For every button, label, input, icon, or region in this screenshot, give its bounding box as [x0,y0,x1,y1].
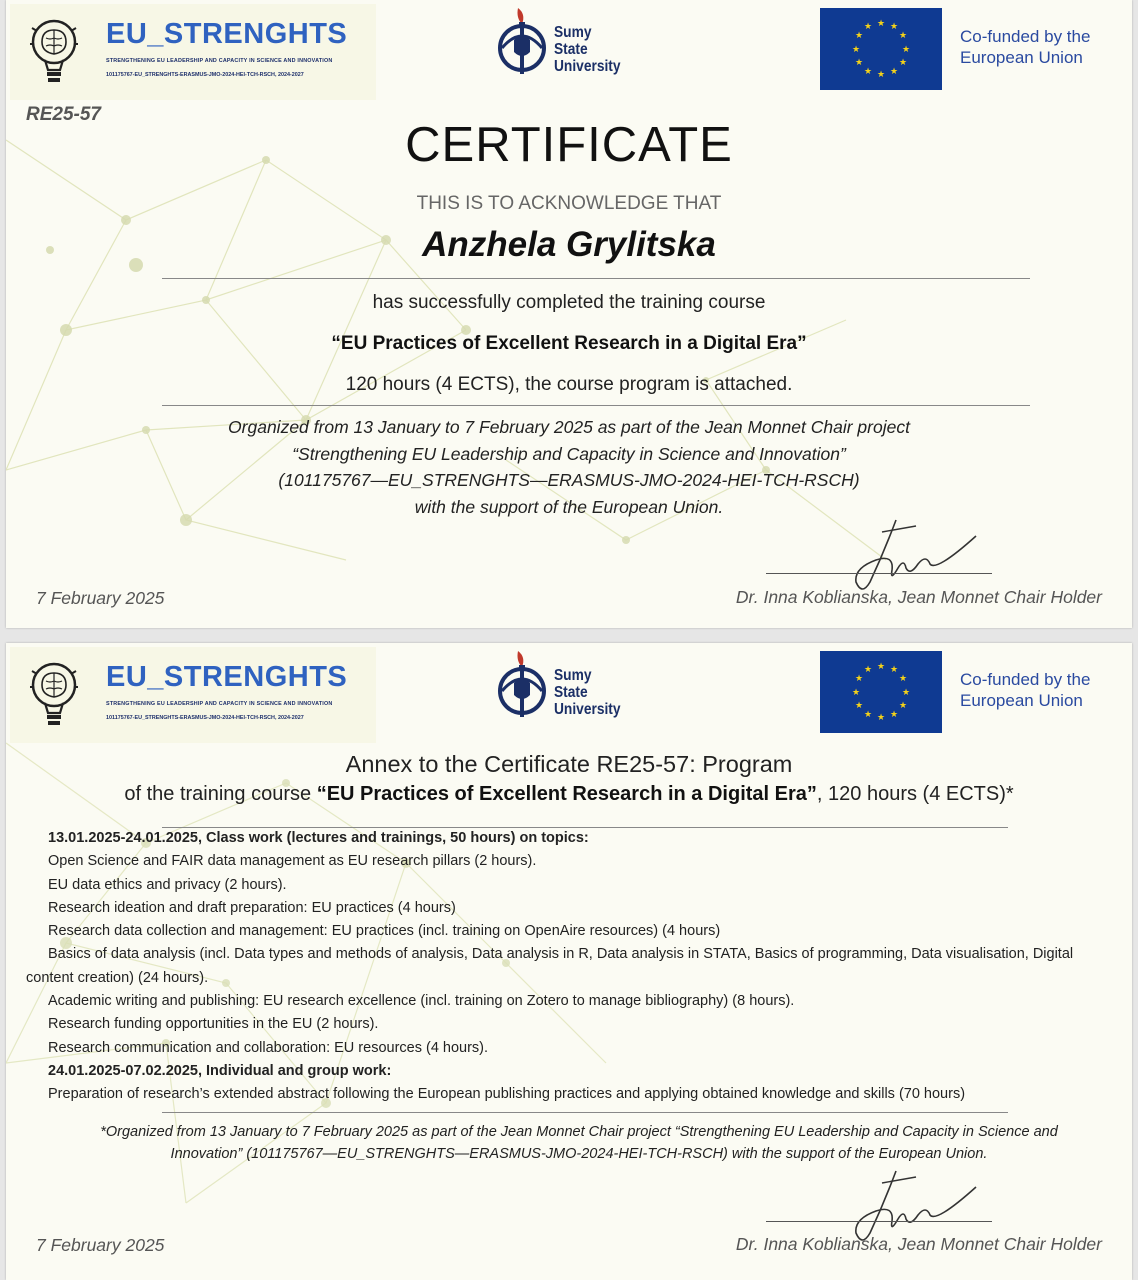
completed-text: has successfully completed the training course [372,292,766,313]
eu-strengths-project-code: 101175767-EU_STRENGHTS-ERASMUS-JMO-2024-HEI-TCH-RSCH, 2024-2027 [106,715,304,721]
eu-strengths-subtitle: STRENGTHENING EU LEADERSHIP AND CAPACITY IN SCIENCE AND INNOVATION [106,701,333,707]
svg-text:★: ★ [876,713,886,723]
svg-text:★: ★ [854,701,864,711]
annex-title: Annex to the Certificate RE25-57: Program [345,751,793,777]
svg-text:★: ★ [889,665,899,675]
course-hours: 120 hours (4 ECTS), the course program is attached. [345,374,793,395]
eu-strengths-title: EU_STRENGHTS [106,661,348,693]
svg-text:★: ★ [889,22,899,32]
program-heading-individual-work: 24.01.2025-07.02.2025, Individual and group work: [48,1062,392,1079]
signature-line [766,573,992,574]
organization-note: Organized from 13 January to 7 February 2025 as part of the Jean Monnet Chair project “Strengthening EU Leadership and Capacity in Science and Innovation” (101175767—EU_STRENGHTS—ERASMUS-JMO-2024-HEI-TCH-RSCH) with the support of the European Union. [228,417,910,517]
svg-text:★: ★ [898,31,908,41]
svg-text:★: ★ [854,674,864,684]
signatory-name: Dr. Inna Koblianska, Jean Monnet Chair Holder [735,1234,1102,1254]
list-item: Preparation of research’s extended abstract following the European publishing practices and applying obtained knowledge and skills (70 hours) [48,1086,966,1103]
eu-strengths-subtitle: STRENGTHENING EU LEADERSHIP AND CAPACITY IN SCIENCE AND INNOVATION [106,58,333,64]
recipient-name: Anzhela Grylitska [422,225,716,264]
list-item: Basics of data analysis (incl. Data types and methods of analysis, Data analysis in R, Data analysis in STATA, Basics of programming, Data visualisation, Digital content creation) (24 hours). [26,946,1074,986]
brain-lightbulb-icon [30,18,78,88]
svg-text:★: ★ [863,22,873,32]
signature-line [766,1221,992,1222]
annex-page [6,643,1132,1280]
svg-text:★: ★ [851,45,861,55]
divider [162,1112,1008,1113]
svg-text:★: ★ [901,45,911,55]
list-item: Academic writing and publishing: EU research excellence (incl. training on Zotero to manage bibliography) (8 hours). [48,993,795,1010]
eu-flag-icon [820,8,942,90]
signature [826,1163,1006,1243]
svg-text:★: ★ [863,67,873,77]
course-title: “EU Practices of Excellent Research in a Digital Era” [331,333,807,354]
certificate-id: RE25-57 [26,104,101,125]
svg-text:★: ★ [851,688,861,698]
divider [162,278,1030,279]
eu-strengths-logo [10,4,376,100]
eu-flag-icon [820,651,942,733]
svg-text:★: ★ [854,31,864,41]
svg-text:★: ★ [876,19,886,29]
certificate-page [6,0,1132,628]
program-heading-classwork: 13.01.2025-24.01.2025, Class work (lectures and trainings, 50 hours) on topics: [48,830,589,846]
svg-text:★: ★ [876,70,886,80]
cofunded-label: Co-funded by the European Union [960,670,1091,710]
eu-strengths-project-code: 101175767-EU_STRENGHTS-ERASMUS-JMO-2024-HEI-TCH-RSCH, 2024-2027 [106,72,304,78]
list-item: Research funding opportunities in the EU (2 hours). [48,1016,379,1033]
cofunded-label: Co-funded by the European Union [960,27,1091,67]
svg-text:★: ★ [898,701,908,711]
svg-text:★: ★ [898,674,908,684]
svg-text:★: ★ [876,662,886,672]
svg-text:★: ★ [854,58,864,68]
program-list [26,827,1116,1107]
sumy-state-university-emblem [492,4,554,78]
svg-text:★: ★ [889,710,899,720]
university-name: Sumy State University [554,24,621,75]
university-name: Sumy State University [554,667,621,718]
svg-text:★: ★ [863,710,873,720]
acknowledge-text: THIS IS TO ACKNOWLEDGE THAT [416,193,722,214]
annex-course-title: “EU Practices of Excellent Research in a Digital Era” [316,783,817,805]
signature [826,512,1006,592]
footnote: *Organized from 13 January to 7 February 2025 as part of the Jean Monnet Chair project “Strengthening EU Leadership and Capacity in Science and Innovation” (101175767—EU_STRENGHTS—ERASMUS-JMO-2024-HEI-TCH-RSCH) with the support of the European Union. [100,1124,1058,1162]
issue-date: 7 February 2025 [36,1235,165,1255]
eu-strengths-title: EU_STRENGHTS [106,18,348,50]
sumy-state-university-emblem [492,647,554,721]
brain-lightbulb-icon [30,661,78,731]
eu-strengths-logo [10,647,376,743]
list-item: Open Science and FAIR data management as EU research pillars (2 hours). [48,853,537,870]
svg-text:★: ★ [863,665,873,675]
signatory-name: Dr. Inna Koblianska, Jean Monnet Chair Holder [735,587,1102,607]
certificate-title: CERTIFICATE [405,118,733,172]
divider [162,405,1030,406]
list-item: Research data collection and management: EU practices (incl. training on OpenAire resources) (4 hours) [48,923,721,940]
svg-text:★: ★ [889,67,899,77]
list-item: Research communication and collaboration: EU resources (4 hours). [48,1039,489,1056]
list-item: EU data ethics and privacy (2 hours). [48,876,287,893]
issue-date: 7 February 2025 [36,588,165,608]
list-item: Research ideation and draft preparation: EU practices (4 hours) [48,899,456,916]
svg-text:★: ★ [901,688,911,698]
annex-subtitle: of the training course “EU Practices of Excellent Research in a Digital Era”, 120 hours (4 ECTS)* [124,783,1014,805]
svg-text:★: ★ [898,58,908,68]
